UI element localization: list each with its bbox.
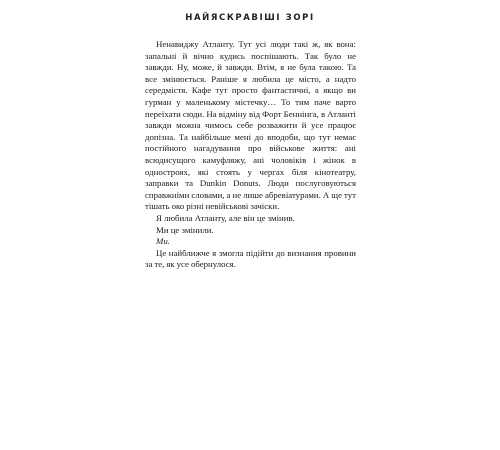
running-header: НАЙЯСКРАВІШІ ЗОРІ bbox=[185, 13, 315, 23]
paragraph: Це найближче я змогла підійти до визнання провини за те, як усе обернулося. bbox=[145, 247, 356, 270]
paragraph: Ми це змінили. bbox=[156, 224, 214, 235]
paragraph-italic: Ми. bbox=[156, 236, 170, 247]
paragraph: Я любила Атланту, але він це змінив. bbox=[156, 212, 295, 223]
body-text bbox=[145, 39, 356, 271]
paragraph: Ненавиджу Атланту. Тут усі люди такі ж, як вона: запальні й вічно кудись поспішають. Так було не завжди. Ну, може, й завжди. Втім, я не була такою. Та все змінюється. Раніше я любила це місто, а надто середмістя. Кафе тут просто фантастичні, а якщо ви гурман у маленькому містечку… То тим паче варто переїхати сюди. На відміну від Форт Беннінга, в Атланті завжди можна чимось себе розважити й усе працює допізна. Та найбільше мені до вподоби, що тут немає постійного нагадування про військове життя: ані всюдисущого камуфляжу, ані чоловіків і жінок в одностроях, які стоять у чергах біля кінотеатру, заправки та Dunkin Donuts. Люди послуговуються справжніми словами, а не лише абревіатурами. А ще тут тішать око різні невійськові зачіски. bbox=[145, 39, 356, 212]
